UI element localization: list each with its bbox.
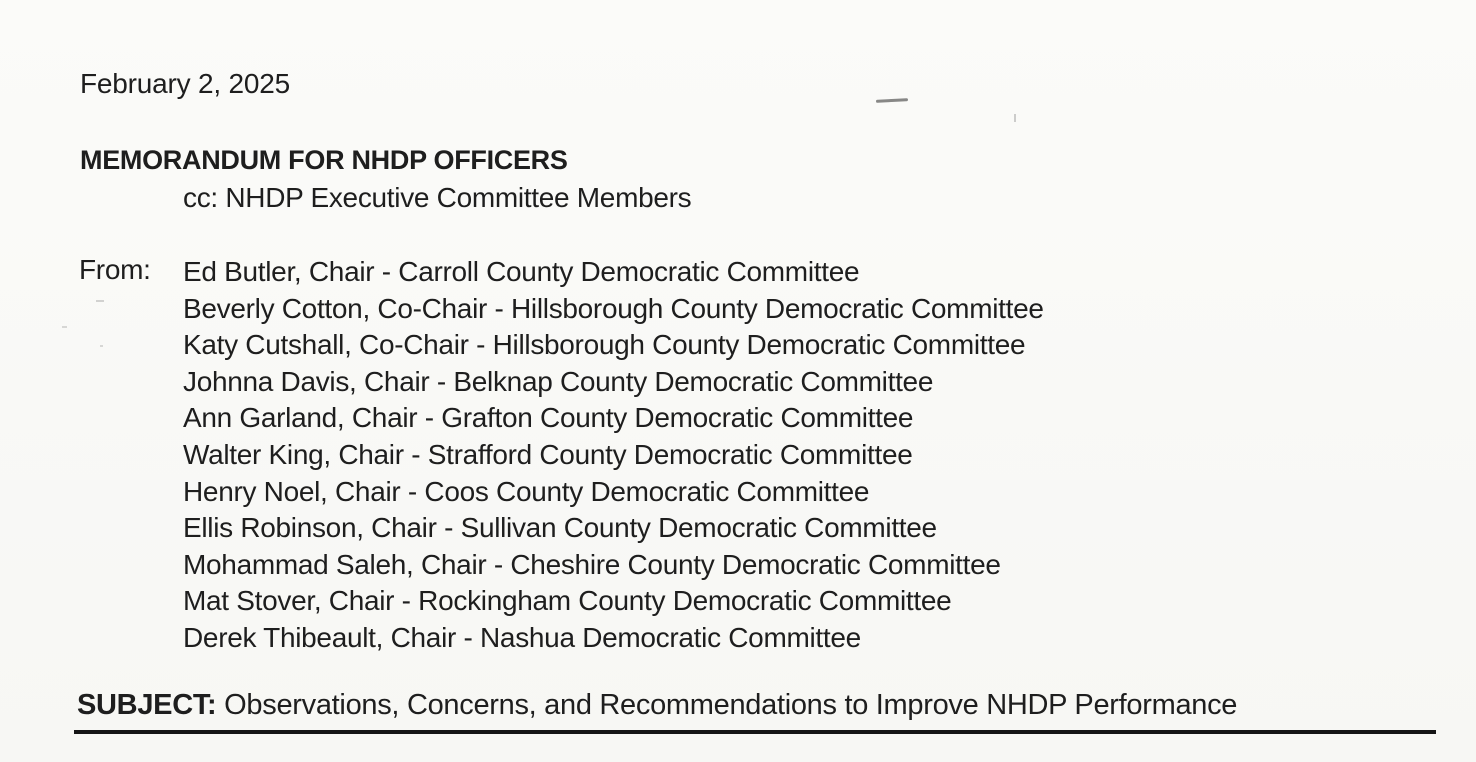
memo-title: MEMORANDUM FOR NHDP OFFICERS: [80, 145, 568, 175]
memo-date: February 2, 2025: [80, 68, 291, 99]
sender-entry: Ellis Robinson, Chair - Sullivan County Democratic Committee: [183, 512, 937, 544]
scan-mark: [876, 98, 908, 103]
subject-label: SUBJECT:: [77, 689, 217, 721]
sender-list: [183, 254, 1044, 657]
scan-mark: [100, 345, 103, 347]
from-label: From:: [79, 254, 151, 285]
sender-entry: Beverly Cotton, Co-Chair - Hillsborough County Democratic Committee: [183, 292, 1044, 324]
sender-entry: Mat Stover, Chair - Rockingham County Democratic Committee: [183, 585, 952, 617]
sender-entry: Ann Garland, Chair - Grafton County Democratic Committee: [183, 402, 914, 434]
subject-line: [77, 689, 1237, 722]
subject-underline: [74, 730, 1436, 734]
scan-mark: [62, 326, 67, 328]
sender-entry: Mohammad Saleh, Chair - Cheshire County Democratic Committee: [183, 548, 1001, 580]
scan-mark: [1014, 114, 1016, 122]
memo-cc-line: cc: NHDP Executive Committee Members: [183, 182, 692, 213]
sender-entry: Derek Thibeault, Chair - Nashua Democratic Committee: [183, 621, 861, 653]
sender-entry: Ed Butler, Chair - Carroll County Democratic Committee: [183, 256, 860, 287]
sender-entry: Henry Noel, Chair - Coos County Democratic Committee: [183, 475, 870, 507]
sender-entry: Johnna Davis, Chair - Belknap County Democratic Committee: [183, 365, 934, 397]
scan-mark: [96, 300, 104, 302]
subject-text: Observations, Concerns, and Recommendations to Improve NHDP Performance: [224, 689, 1238, 721]
sender-entry: Katy Cutshall, Co-Chair - Hillsborough County Democratic Committee: [183, 329, 1026, 361]
sender-entry: Walter King, Chair - Strafford County Democratic Committee: [183, 438, 913, 470]
